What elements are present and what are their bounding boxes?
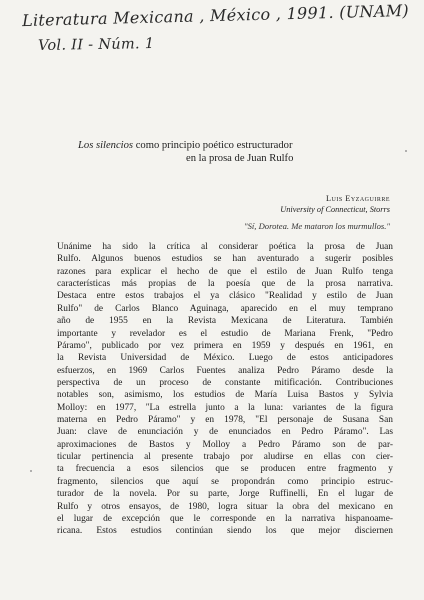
body-line: perspectiva de un proceso de constante mitificación. Contribuciones bbox=[57, 377, 393, 388]
title-italic: Los silencios bbox=[78, 140, 134, 151]
author-block bbox=[250, 193, 390, 215]
body-line: Unánime ha sido la crítica al considerar poética la prosa de Juan bbox=[57, 242, 393, 252]
author-name: Luis Eyzaguirre bbox=[325, 194, 390, 203]
body-line: año de 1955 en la Revista Mexicana de Literatura. También bbox=[57, 316, 393, 327]
body-line: Destaca entre estos trabajos el ya clásico "Realidad y estilo de Juan bbox=[57, 291, 393, 302]
author-affiliation: University of Connecticut, Storrs bbox=[280, 205, 390, 214]
body-line: notables son, asimismo, los estudios de María Luisa Bastos y Sylvia bbox=[57, 390, 393, 401]
body-line: fragmento, silencios que aquí se propondrán como principio estruc- bbox=[57, 476, 393, 487]
handwritten-volume-note: Vol. II - Núm. 1 bbox=[37, 35, 155, 55]
body-line: esfuerzos, en 1969 Carlos Fuentes analiza Pedro Páramo desde la bbox=[57, 365, 393, 376]
body-line: el lugar de excepción que le corresponde en la narrativa hispanoame- bbox=[57, 513, 393, 524]
title-line-2: en la prosa de Juan Rulfo bbox=[186, 153, 294, 164]
body-line: Molloy: en 1977, "La estrella junto a la luna: variantes de la figura bbox=[57, 402, 393, 413]
article-body bbox=[57, 241, 393, 538]
body-line: importante y revelador es el estudio de Mariana Frenk, "Pedro bbox=[57, 328, 393, 339]
body-line: Rulfo" de Carlos Blanco Aguinaga, aparecido en el muy temprano bbox=[57, 303, 393, 314]
article-title bbox=[78, 139, 378, 165]
body-line: Rulfo. Algunos buenos estudios se han aventurado a sugerir posibles bbox=[57, 254, 393, 265]
body-line: ricana. Estos estudios continúan siendo los que mejor disciernen bbox=[57, 526, 393, 537]
body-line: ta frecuencia a esos silencios que se producen entre fragmento y bbox=[57, 464, 393, 475]
body-line: Juan: clave de enunciación y de enunciados en Pedro Páramo". Las bbox=[57, 427, 393, 438]
body-line: turador de la novela. Por su parte, Jorge Ruffinelli, En el lugar de bbox=[57, 489, 393, 500]
epigraph: "Sí, Dorotea. Me mataron los murmullos." bbox=[244, 221, 390, 231]
body-line: características más propias de la poesía que de la prosa narrativa. bbox=[57, 279, 393, 290]
body-line: materna en Pedro Páramo" y en 1978, "El personaje de Susana San bbox=[57, 415, 393, 426]
body-line: la Revista Universidad de México. Luego de estos anticipadores bbox=[57, 353, 393, 364]
body-line: aproximaciones de Bastos y Molloy a Pedro Páramo son de par- bbox=[57, 439, 393, 450]
body-line: Páramo", publicado por vez primera en 1959 y después en 1961, en bbox=[57, 340, 393, 351]
scan-speck bbox=[30, 470, 32, 472]
title-rest: como principio poético estructurador bbox=[135, 140, 293, 151]
handwritten-source-note: Literatura Mexicana , México , 1991. (UNAM) bbox=[21, 0, 410, 31]
body-line: ticular pertinencia al presente trabajo por aludirse en ellas con cier- bbox=[57, 452, 393, 463]
body-line: razones para explicar el hecho de que el estilo de Juan Rulfo tenga bbox=[57, 266, 393, 277]
body-line: Rulfo y otros ensayos, de 1980, logra situar la obra del mexicano en bbox=[57, 501, 393, 512]
scan-speck bbox=[405, 150, 407, 152]
